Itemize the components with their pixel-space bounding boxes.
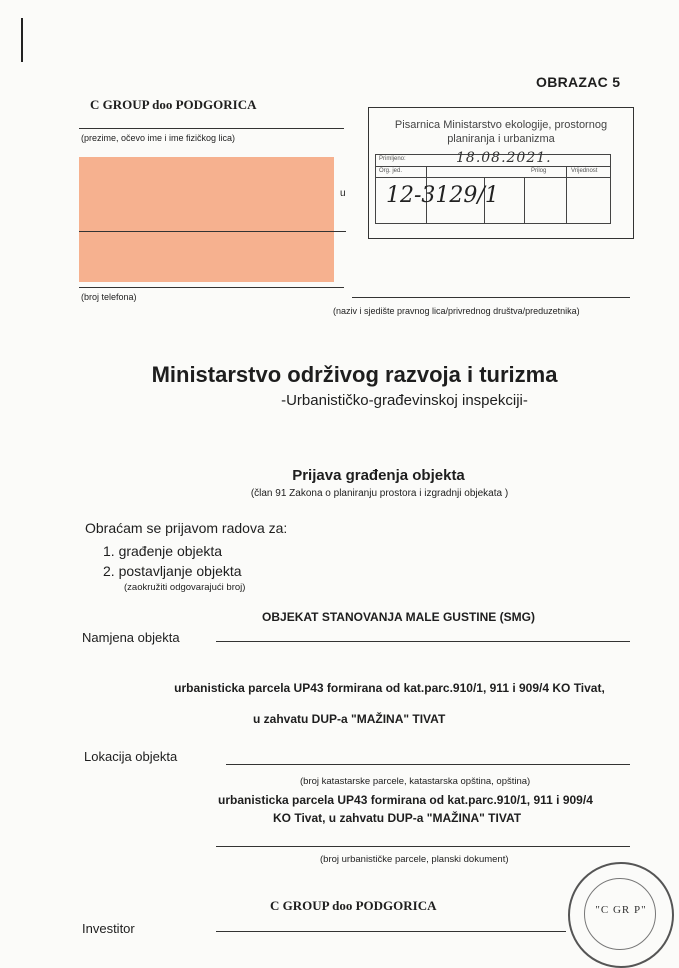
- stamp-heading: Pisarnica Ministarstvo ekologije, prostornog planiranja i urbanizma: [394, 119, 608, 145]
- ministry-subtitle: -Urbanističko-građevinskoj inspekciji-: [281, 392, 528, 409]
- option-installation: 2. postavljanje objekta: [103, 563, 242, 579]
- urban-parcel-line2: KO Tivat, u zahvatu DUP-a "MAŽINA" TIVAT: [273, 811, 522, 825]
- intro-text: Obraćam se prijavom radova za:: [85, 520, 288, 536]
- report-title: Prijava građenja objekta: [292, 467, 465, 484]
- scan-artifact: [21, 18, 23, 62]
- location-value-line1: urbanisticka parcela UP43 formirana od kat.parc.910/1, 911 i 909/4 KO Tivat,: [174, 681, 605, 695]
- location-label: Lokacija objekta: [84, 749, 178, 764]
- stamp-received-label: Primljeno:: [379, 156, 406, 162]
- purpose-label: Namjena objekta: [82, 630, 180, 645]
- legal-entity-caption: (naziv i sjedište pravnog lica/privrednog društva/preduzetnika): [333, 306, 580, 316]
- applicant-name-line: [79, 128, 344, 129]
- registry-stamp: [368, 107, 634, 239]
- location-line: [226, 764, 630, 765]
- investor-line: [216, 931, 566, 932]
- investor-value: C GROUP doo PODGORICA: [270, 898, 437, 913]
- location-value-line2: u zahvatu DUP-a "MAŽINA" TIVAT: [253, 712, 446, 726]
- form-number: OBRAZAC 5: [536, 74, 621, 90]
- urban-parcel-note: (broj urbanističke parcele, planski dokument): [320, 854, 509, 865]
- stamp-table: [375, 150, 611, 224]
- redacted-block: [79, 157, 334, 282]
- purpose-value: OBJEKAT STANOVANJA MALE GUSTINE (SMG): [262, 610, 535, 624]
- purpose-line: [216, 641, 630, 642]
- urban-parcel-line1: urbanisticka parcela UP43 formirana od kat.parc.910/1, 911 i 909/4: [218, 793, 593, 807]
- urban-parcel-line: [216, 846, 630, 847]
- phone-caption: (broj telefona): [81, 292, 137, 302]
- stamp-attachment-label: Prilog: [531, 168, 547, 174]
- applicant-name: C GROUP doo PODGORICA: [90, 97, 257, 112]
- stamp-org-label: Org. jed.: [379, 168, 403, 174]
- report-law-reference: (član 91 Zakona o planiranju prostora i izgradnji objekata ): [250, 488, 509, 499]
- investor-label: Investitor: [82, 921, 135, 936]
- company-seal: [568, 862, 674, 968]
- redacted-tail-text: u: [340, 188, 346, 199]
- stamp-registry-number: 12-3129/1: [386, 183, 499, 208]
- address-line: [79, 231, 346, 232]
- option-construction: 1. građenje objekta: [103, 543, 223, 559]
- stamp-value-label: Vrijednost: [571, 168, 598, 174]
- circle-note: (zaokružiti odgovarajući broj): [124, 582, 246, 593]
- seal-text: "C GR P": [595, 904, 647, 916]
- phone-line: [79, 287, 344, 288]
- location-note: (broj katastarske parcele, katastarska opština, opština): [300, 776, 531, 787]
- ministry-title: Ministarstvo održivog razvoja i turizma: [151, 362, 558, 387]
- applicant-name-caption: (prezime, očevo ime i ime fizičkog lica): [81, 133, 236, 143]
- legal-entity-line: [352, 297, 630, 298]
- stamp-received-date: 18.08.2021.: [456, 150, 552, 166]
